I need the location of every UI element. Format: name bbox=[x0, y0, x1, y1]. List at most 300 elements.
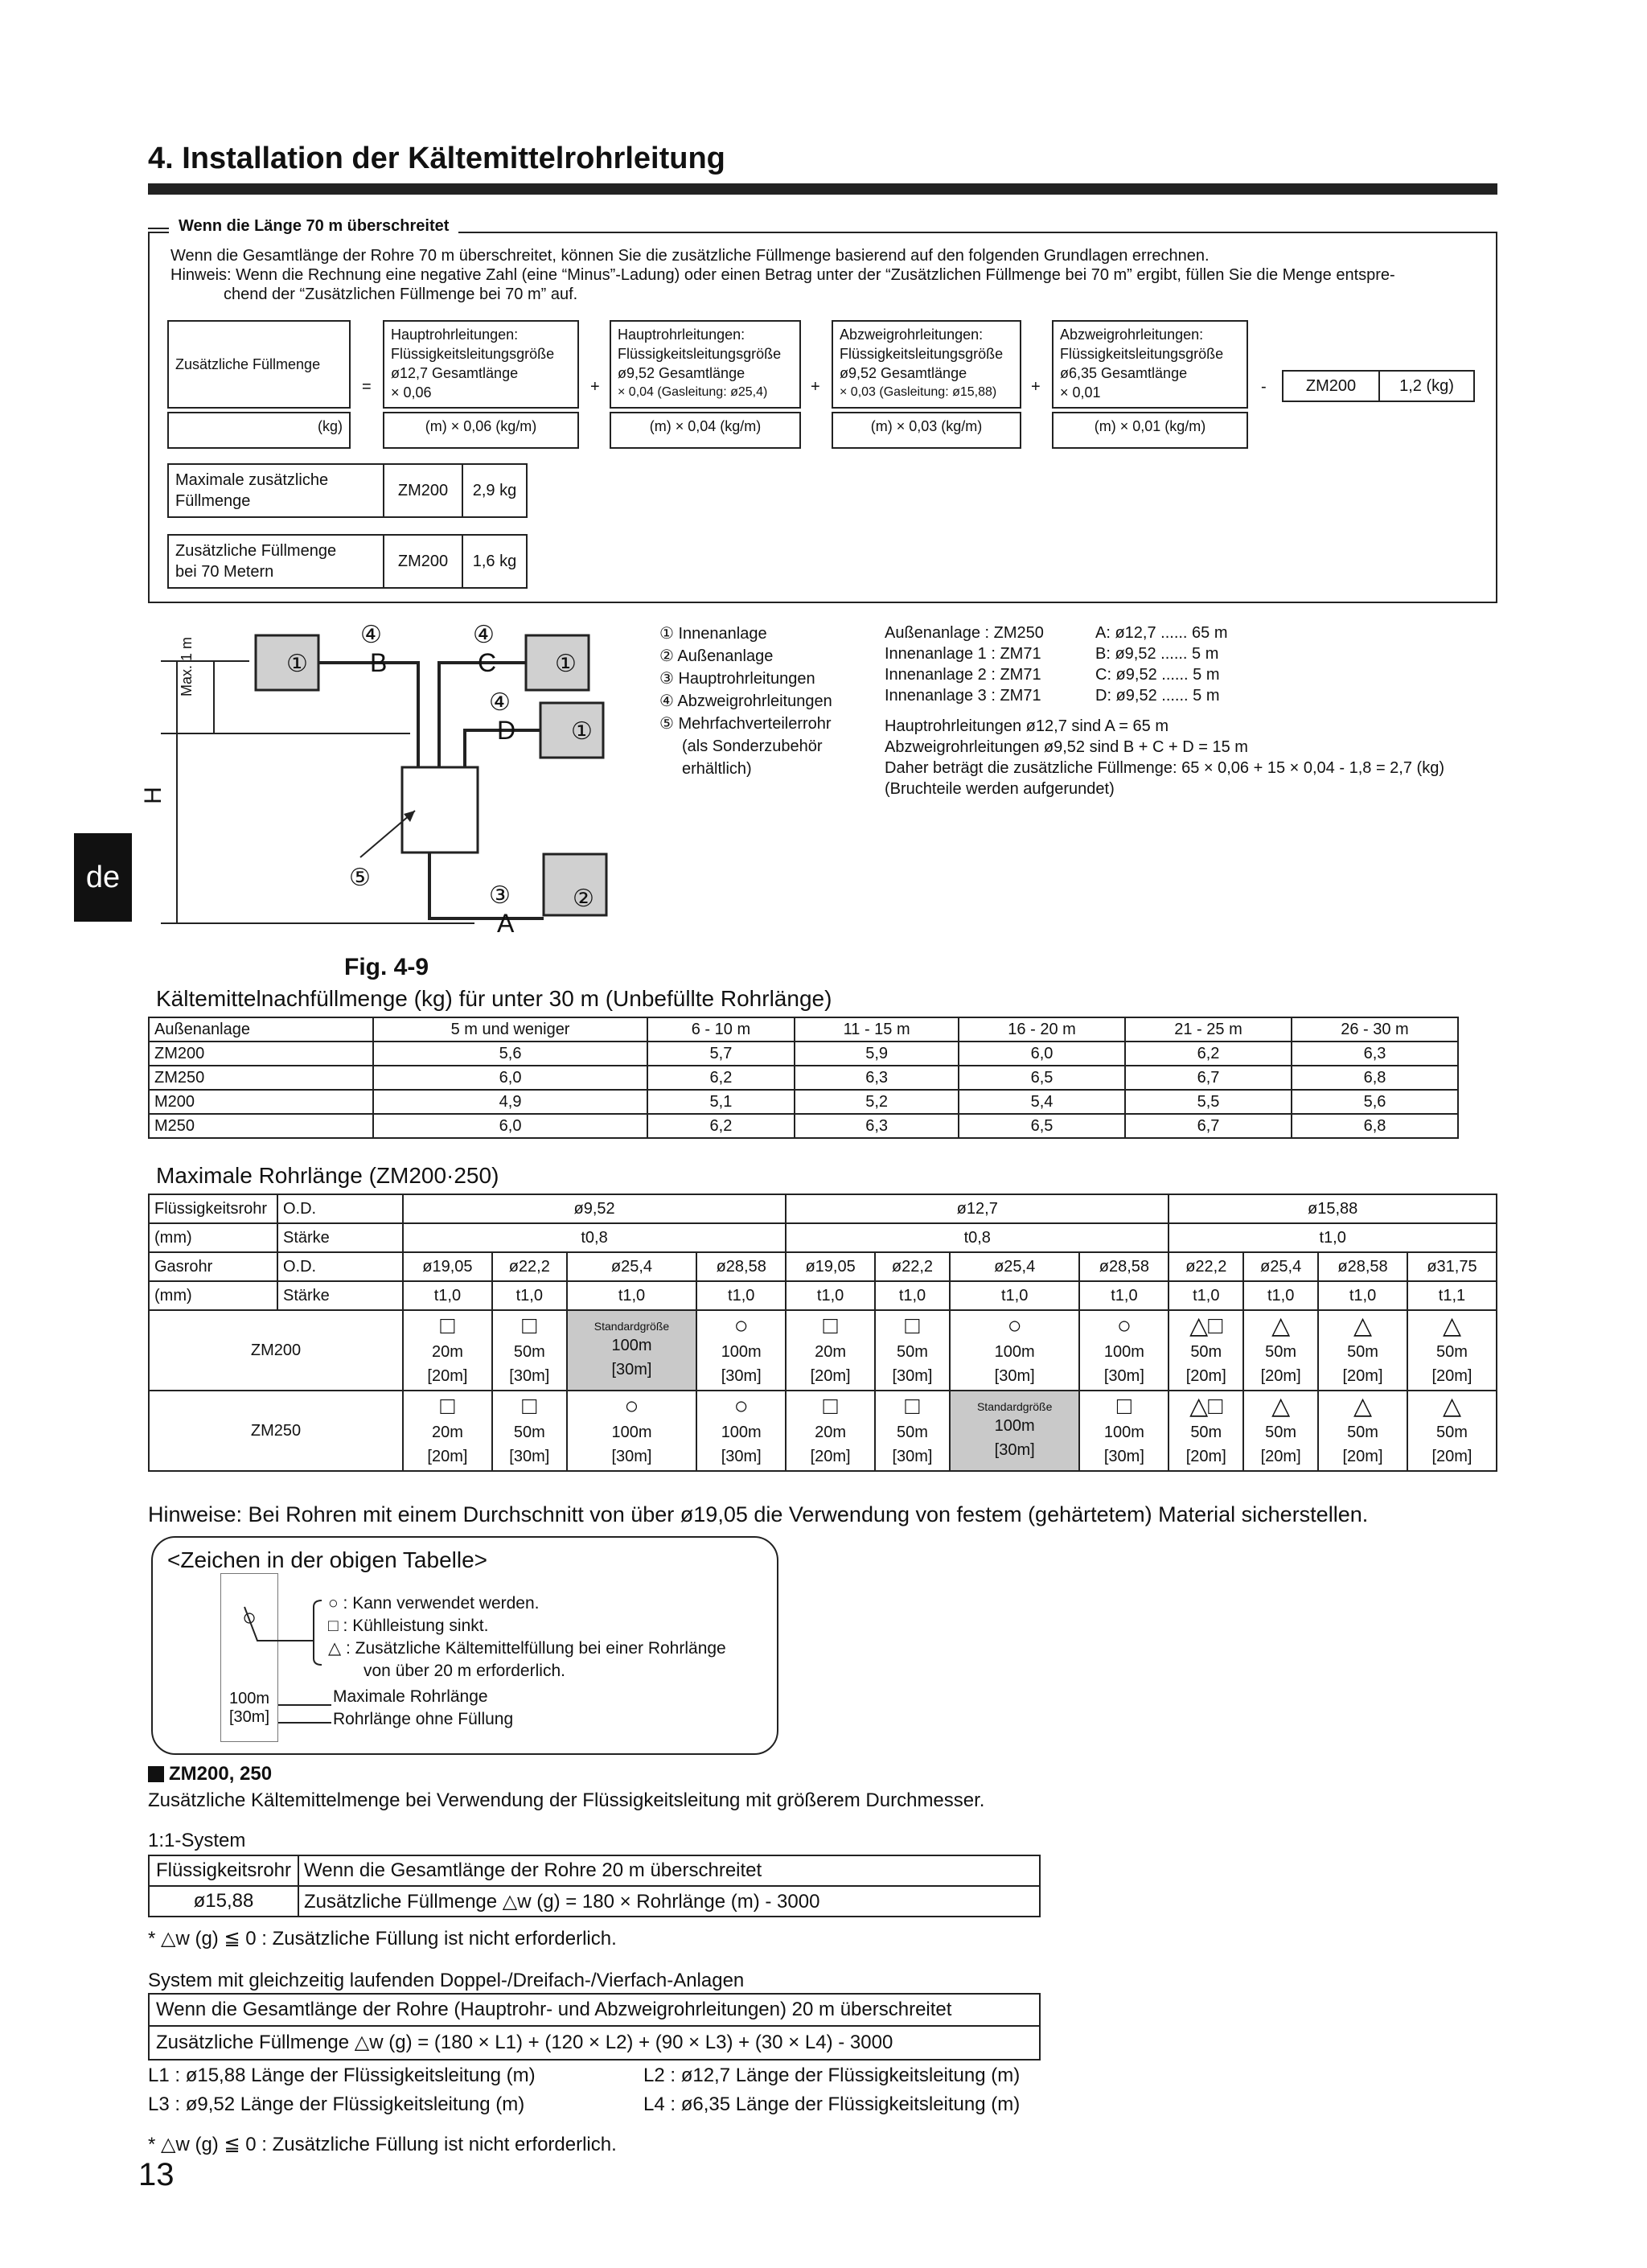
refill-cell: 5,1 bbox=[647, 1090, 795, 1114]
max-length: 50m bbox=[1347, 1343, 1378, 1361]
refill-cell: Außenanlage bbox=[149, 1017, 373, 1042]
thickness-label: Stärke bbox=[277, 1223, 403, 1252]
note-1: * △w (g) ≦ 0 : Zusätzliche Füllung ist nicht erforderlich. bbox=[148, 1928, 617, 1950]
max-length: 20m bbox=[431, 1424, 463, 1441]
standard-label: Standardgröße bbox=[976, 1400, 1053, 1413]
max-length: 100m bbox=[994, 1343, 1035, 1361]
gas-od: ø25,4 bbox=[950, 1252, 1080, 1281]
term-1-line-1: Hauptrohrleitungen: bbox=[391, 327, 519, 343]
sample-fill: [30m] bbox=[228, 1708, 270, 1726]
marker-main: ③ bbox=[489, 882, 511, 909]
max-length: 50m bbox=[897, 1343, 928, 1361]
marker-outdoor: ② bbox=[573, 885, 594, 912]
suitability-icon: □ bbox=[823, 1313, 838, 1339]
example-calc: Daher beträgt die zusätzliche Füllmenge: 65 × 0,06 + 15 × 0,04 - 1,8 = 2,7 (kg) bbox=[885, 759, 1444, 777]
suitability-icon: ○ bbox=[733, 1393, 749, 1420]
no-fill-length: [30m] bbox=[611, 1361, 652, 1378]
liquid-label: Flüssigkeitsrohr bbox=[149, 1194, 277, 1223]
example-unit: Außenanlage : ZM250 bbox=[885, 624, 1044, 642]
subtract-table bbox=[1282, 370, 1475, 402]
term-4-line-3: ø6,35 Gesamtlänge bbox=[1060, 365, 1188, 381]
standard-size-cell bbox=[567, 1310, 697, 1391]
max-length: 20m bbox=[815, 1424, 847, 1441]
length-cell bbox=[1079, 1310, 1169, 1391]
max-fill-label-2: Füllmenge bbox=[175, 492, 251, 510]
marker-header: ⑤ bbox=[349, 865, 371, 891]
l3-def: L3 : ø9,52 Länge der Flüssigkeitsleitung (m) bbox=[148, 2093, 525, 2115]
formula-plus-3: + bbox=[1031, 378, 1041, 396]
refill-table bbox=[148, 1017, 1459, 1139]
refill-cell: 4,9 bbox=[373, 1090, 647, 1114]
refill-cell: ZM200 bbox=[149, 1042, 373, 1066]
liquid-thickness: t0,8 bbox=[786, 1223, 1169, 1252]
length-cell bbox=[1407, 1391, 1497, 1471]
gas-od: ø22,2 bbox=[875, 1252, 950, 1281]
suitability-icon: □ bbox=[440, 1313, 455, 1339]
formula-term-4 bbox=[1052, 320, 1248, 409]
marker-branch-c: ④ bbox=[473, 622, 495, 648]
term-2-line-1: Hauptrohrleitungen: bbox=[618, 327, 745, 343]
refill-cell: 5,9 bbox=[795, 1042, 959, 1066]
od-label: O.D. bbox=[277, 1252, 403, 1281]
term-4-line-1: Abzweigrohrleitungen: bbox=[1060, 327, 1204, 343]
term-4-line-4: × 0,01 bbox=[1060, 384, 1101, 401]
formula-term-3-unit: (m) × 0,03 (kg/m) bbox=[832, 412, 1021, 449]
legend-item: (als Sonderzubehör bbox=[682, 738, 823, 755]
length-cell bbox=[786, 1310, 875, 1391]
label-h: H bbox=[139, 787, 166, 804]
length-cell bbox=[1169, 1310, 1243, 1391]
section-legend: Wenn die Länge 70 m überschreitet bbox=[169, 217, 458, 236]
suitability-icon: △ bbox=[1353, 1393, 1373, 1420]
no-fill-length: [20m] bbox=[810, 1448, 851, 1465]
sys2-condition: Wenn die Gesamtlänge der Rohre (Hauptrohr- und Abzweigrohrleitungen) 20 m überschreitet bbox=[150, 1995, 1039, 2027]
suitability-icon: △ bbox=[1442, 1393, 1462, 1420]
term-2-line-3: ø9,52 Gesamtlänge bbox=[618, 365, 745, 381]
no-fill-length: [30m] bbox=[509, 1448, 550, 1465]
example-unit: Innenanlage 3 : ZM71 bbox=[885, 687, 1041, 705]
suitability-icon: ○ bbox=[1116, 1313, 1132, 1339]
length-cell bbox=[1318, 1391, 1407, 1471]
example-pipe: B: ø9,52 ...... 5 m bbox=[1095, 645, 1219, 663]
refill-cell: 11 - 15 m bbox=[795, 1017, 959, 1042]
model-name: ZM200 bbox=[149, 1310, 403, 1391]
refill-cell: 5 m und weniger bbox=[373, 1017, 647, 1042]
refill-cell: 6,3 bbox=[795, 1114, 959, 1138]
length-cell bbox=[1243, 1310, 1318, 1391]
max-length: 50m bbox=[897, 1424, 928, 1441]
no-fill-length: [20m] bbox=[1260, 1367, 1301, 1385]
fill-70m-label-1: Zusätzliche Füllmenge bbox=[175, 542, 337, 560]
gas-thickness: t1,0 bbox=[696, 1281, 786, 1310]
example-calc: (Bruchteile werden aufgerundet) bbox=[885, 780, 1115, 798]
term-1-line-3: ø12,7 Gesamtlänge bbox=[391, 365, 519, 381]
figure-caption: Fig. 4-9 bbox=[344, 954, 429, 980]
length-cell bbox=[696, 1391, 786, 1471]
max-length: 50m bbox=[1265, 1424, 1297, 1441]
max-length: 50m bbox=[1347, 1424, 1378, 1441]
refill-row bbox=[149, 1090, 1458, 1114]
example-pipe: D: ø9,52 ...... 5 m bbox=[1095, 687, 1220, 705]
gas-od: ø28,58 bbox=[1318, 1252, 1407, 1281]
suitability-icon: □ bbox=[1116, 1393, 1132, 1420]
liquid-od: ø12,7 bbox=[786, 1194, 1169, 1223]
max-fill-label bbox=[168, 464, 384, 517]
refill-cell: 6,5 bbox=[959, 1114, 1125, 1138]
marker-outdoor-1: ① bbox=[286, 651, 308, 677]
max-fill-model: ZM200 bbox=[384, 464, 462, 517]
refill-row bbox=[149, 1114, 1458, 1138]
signs-list bbox=[328, 1592, 726, 1731]
refill-cell: 6,0 bbox=[373, 1114, 647, 1138]
no-fill-length: [20m] bbox=[1185, 1367, 1226, 1385]
max-length: 100m bbox=[1103, 1343, 1144, 1361]
suitability-icon: □ bbox=[905, 1313, 920, 1339]
no-fill-length: [30m] bbox=[994, 1441, 1035, 1459]
max-length: 50m bbox=[1190, 1343, 1222, 1361]
formula-term-2 bbox=[610, 320, 801, 409]
length-cell bbox=[1407, 1310, 1497, 1391]
gas-thickness: t1,0 bbox=[1318, 1281, 1407, 1310]
square-bullet-icon bbox=[148, 1766, 164, 1782]
sys1-v2: Zusätzliche Füllmenge △w (g) = 180 × Rohrlänge (m) - 3000 bbox=[298, 1886, 1040, 1917]
gas-thickness: t1,0 bbox=[492, 1281, 567, 1310]
suitability-icon: △□ bbox=[1189, 1393, 1223, 1420]
zm-heading: ZM200, 250 bbox=[169, 1763, 273, 1785]
sign-no-fill: Rohrlänge ohne Füllung bbox=[333, 1710, 514, 1728]
thickness-label: Stärke bbox=[277, 1281, 403, 1310]
length-cell bbox=[875, 1310, 950, 1391]
refill-cell: 5,2 bbox=[795, 1090, 959, 1114]
page-title: 4. Installation der Kältemittelrohrleitung bbox=[148, 142, 725, 175]
formula-term-2-unit: (m) × 0,04 (kg/m) bbox=[610, 412, 801, 449]
sample-length: 100m bbox=[228, 1690, 270, 1707]
suitability-icon: △ bbox=[1353, 1313, 1373, 1339]
length-cell bbox=[786, 1391, 875, 1471]
formula-term-3 bbox=[832, 320, 1021, 409]
max-length: 50m bbox=[1190, 1424, 1222, 1441]
example-pipe: C: ø9,52 ...... 5 m bbox=[1095, 666, 1220, 684]
length-cell bbox=[950, 1310, 1080, 1391]
length-cell bbox=[403, 1391, 492, 1471]
sys1-title: 1:1-System bbox=[148, 1830, 246, 1851]
length-cell bbox=[492, 1310, 567, 1391]
signs-title: <Zeichen in der obigen Tabelle> bbox=[167, 1547, 488, 1572]
fill-70m-value: 1,6 kg bbox=[462, 535, 527, 588]
legend-item: ④ Abzweigrohrleitungen bbox=[659, 692, 832, 710]
gas-od: ø25,4 bbox=[1243, 1252, 1318, 1281]
page-number: 13 bbox=[138, 2157, 175, 2192]
l2-def: L2 : ø12,7 Länge der Flüssigkeitsleitung (m) bbox=[643, 2065, 1021, 2086]
refill-cell: 6,2 bbox=[647, 1066, 795, 1090]
no-fill-length: [20m] bbox=[427, 1367, 468, 1385]
no-fill-length: [30m] bbox=[892, 1448, 933, 1465]
sign-extra-charge-2: von über 20 m erforderlich. bbox=[363, 1662, 565, 1680]
pipe-row bbox=[149, 1281, 1497, 1310]
no-fill-length: [20m] bbox=[1431, 1367, 1472, 1385]
note-2: * △w (g) ≦ 0 : Zusätzliche Füllung ist nicht erforderlich. bbox=[148, 2134, 617, 2155]
gas-unit: (mm) bbox=[149, 1281, 277, 1310]
suitability-icon: ○ bbox=[733, 1313, 749, 1339]
gas-od: ø22,2 bbox=[1169, 1252, 1243, 1281]
pipe-row bbox=[149, 1391, 1497, 1471]
refill-cell: 6,8 bbox=[1292, 1114, 1458, 1138]
no-fill-length: [20m] bbox=[1260, 1448, 1301, 1465]
suitability-icon: ○ bbox=[624, 1393, 639, 1420]
length-cell bbox=[1169, 1391, 1243, 1471]
fill-70m-table bbox=[167, 534, 528, 589]
refill-cell: 5,6 bbox=[373, 1042, 647, 1066]
length-cell bbox=[1079, 1391, 1169, 1471]
formula-term-4-unit: (m) × 0,01 (kg/m) bbox=[1052, 412, 1248, 449]
liquid-unit: (mm) bbox=[149, 1223, 277, 1252]
gas-thickness: t1,0 bbox=[1243, 1281, 1318, 1310]
length-cell bbox=[492, 1391, 567, 1471]
example-calc: Abzweigrohrleitungen ø9,52 sind B + C + D = 15 m bbox=[885, 738, 1248, 756]
example-calc: Hauptrohrleitungen ø12,7 sind A = 65 m bbox=[885, 717, 1169, 735]
max-length: 20m bbox=[815, 1343, 847, 1361]
formula-term-1 bbox=[383, 320, 579, 409]
section-para-3: chend der “Zusätzlichen Füllmenge bei 70 m” auf. bbox=[224, 286, 578, 303]
sign-capacity-drop: □ : Kühlleistung sinkt. bbox=[328, 1617, 489, 1635]
legend-line bbox=[148, 228, 170, 229]
no-fill-length: [30m] bbox=[1103, 1367, 1144, 1385]
refill-row bbox=[149, 1066, 1458, 1090]
fill-70m-model: ZM200 bbox=[384, 535, 462, 588]
section-para-1: Wenn die Gesamtlänge der Rohre 70 m überschreitet, können Sie die zusätzliche Füllmenge basierend auf den folgenden Grundlagen errechnen. bbox=[170, 247, 1210, 265]
refill-cell: 6,3 bbox=[795, 1066, 959, 1090]
term-2-line-4: × 0,04 (Gasleitung: ø25,4) bbox=[618, 385, 768, 399]
title-rule bbox=[148, 183, 1497, 195]
refill-cell: M250 bbox=[149, 1114, 373, 1138]
refill-cell: 5,4 bbox=[959, 1090, 1125, 1114]
note-hardened: Hinweise: Bei Rohren mit einem Durchschnitt von über ø19,05 die Verwendung von festem (gehärtetem) Material sicherstellen. bbox=[148, 1502, 1369, 1526]
refill-cell: 6,0 bbox=[373, 1066, 647, 1090]
pipe-row bbox=[149, 1223, 1497, 1252]
sys1-h2: Wenn die Gesamtlänge der Rohre 20 m überschreitet bbox=[298, 1855, 1040, 1886]
suitability-icon: □ bbox=[440, 1393, 455, 1420]
fill-70m-label bbox=[168, 535, 384, 588]
max-length: 50m bbox=[1436, 1424, 1468, 1441]
gas-od: ø19,05 bbox=[786, 1252, 875, 1281]
gas-od: ø22,2 bbox=[492, 1252, 567, 1281]
subtract-value: 1,2 (kg) bbox=[1379, 371, 1474, 401]
no-fill-length: [20m] bbox=[1342, 1367, 1383, 1385]
refill-cell: 6,2 bbox=[1125, 1042, 1292, 1066]
term-1-line-4: × 0,06 bbox=[391, 384, 432, 401]
language-tab: de bbox=[74, 833, 132, 922]
section-para-2: Hinweis: Wenn die Rechnung eine negative Zahl (eine “Minus”-Ladung) oder einen Betrag unter der “Zusätzlichen Füllmenge bei 70 m” ergibt, füllen Sie die Menge entspre- bbox=[170, 266, 1395, 284]
subtract-model: ZM200 bbox=[1283, 371, 1379, 401]
od-label: O.D. bbox=[277, 1194, 403, 1223]
sys1-v1: ø15,88 bbox=[149, 1886, 298, 1917]
formula-plus-1: + bbox=[590, 378, 600, 396]
formula-equals: = bbox=[362, 378, 372, 396]
refill-row bbox=[149, 1042, 1458, 1066]
refill-table-title: Kältemittelnachfüllmenge (kg) für unter 30 m (Unbefüllte Rohrlänge) bbox=[156, 986, 832, 1011]
length-cell bbox=[1318, 1310, 1407, 1391]
example-block bbox=[885, 622, 1444, 799]
no-fill-length: [20m] bbox=[810, 1367, 851, 1385]
max-length: 100m bbox=[721, 1424, 762, 1441]
formula-term-1-unit: (m) × 0,06 (kg/m) bbox=[383, 412, 579, 449]
refill-cell: 6,7 bbox=[1125, 1114, 1292, 1138]
refill-cell: 6,7 bbox=[1125, 1066, 1292, 1090]
formula-plus-2: + bbox=[811, 378, 820, 396]
gas-thickness: t1,1 bbox=[1407, 1281, 1497, 1310]
liquid-thickness: t1,0 bbox=[1169, 1223, 1497, 1252]
suitability-icon: △ bbox=[1271, 1313, 1291, 1339]
liquid-od: ø15,88 bbox=[1169, 1194, 1497, 1223]
length-cell bbox=[696, 1310, 786, 1391]
marker-branch-d: ④ bbox=[489, 689, 511, 716]
pipe-row bbox=[149, 1194, 1497, 1223]
term-3-line-3: ø9,52 Gesamtlänge bbox=[840, 365, 967, 381]
suitability-icon: □ bbox=[522, 1313, 537, 1339]
example-pipe: A: ø12,7 ...... 65 m bbox=[1095, 624, 1228, 642]
refill-cell: 16 - 20 m bbox=[959, 1017, 1125, 1042]
gas-od: ø28,58 bbox=[1079, 1252, 1169, 1281]
max-length: 50m bbox=[513, 1424, 545, 1441]
legend-item: erhältlich) bbox=[682, 760, 752, 778]
term-4-line-2: Flüssigkeitsleitungsgröße bbox=[1060, 346, 1224, 362]
no-fill-length: [20m] bbox=[1342, 1448, 1383, 1465]
suitability-icon: □ bbox=[905, 1393, 920, 1420]
suitability-icon: ○ bbox=[1007, 1313, 1022, 1339]
pipe-row bbox=[149, 1252, 1497, 1281]
max-fill-value: 2,9 kg bbox=[462, 464, 527, 517]
refill-cell: 6,3 bbox=[1292, 1042, 1458, 1066]
figure-legend bbox=[659, 622, 832, 780]
gas-thickness: t1,0 bbox=[875, 1281, 950, 1310]
sample-symbol: ○ bbox=[241, 1604, 257, 1631]
suitability-icon: △ bbox=[1271, 1393, 1291, 1420]
no-fill-length: [30m] bbox=[994, 1367, 1035, 1385]
refill-cell: 6,0 bbox=[959, 1042, 1125, 1066]
pipe-table-title: Maximale Rohrlänge (ZM200·250) bbox=[156, 1163, 499, 1188]
gas-thickness: t1,0 bbox=[786, 1281, 875, 1310]
formula-lhs-unit: (kg) bbox=[167, 412, 351, 449]
legend-item: ⑤ Mehrfachverteilerrohr bbox=[659, 715, 832, 733]
example-unit: Innenanlage 2 : ZM71 bbox=[885, 666, 1041, 684]
refill-cell: 26 - 30 m bbox=[1292, 1017, 1458, 1042]
no-fill-length: [30m] bbox=[721, 1367, 762, 1385]
standard-label: Standardgröße bbox=[593, 1320, 670, 1333]
sys2-box bbox=[148, 1993, 1041, 2061]
no-fill-length: [20m] bbox=[427, 1448, 468, 1465]
refill-cell: M200 bbox=[149, 1090, 373, 1114]
legend-item: ① Innenanlage bbox=[659, 625, 767, 643]
no-fill-length: [30m] bbox=[721, 1448, 762, 1465]
max-length: 100m bbox=[1103, 1424, 1144, 1441]
refill-cell: 6,2 bbox=[647, 1114, 795, 1138]
sys2-title: System mit gleichzeitig laufenden Doppel-/Dreifach-/Vierfach-Anlagen bbox=[148, 1970, 745, 1991]
marker-indoor-2: ① bbox=[555, 651, 577, 677]
refill-cell: 21 - 25 m bbox=[1125, 1017, 1292, 1042]
label-a: A bbox=[497, 909, 515, 938]
legend-item: ③ Hauptrohrleitungen bbox=[659, 670, 815, 688]
length-cell bbox=[875, 1391, 950, 1471]
sys1-h1: Flüssigkeitsrohr bbox=[149, 1855, 298, 1886]
gas-od: ø28,58 bbox=[696, 1252, 786, 1281]
term-3-line-1: Abzweigrohrleitungen: bbox=[840, 327, 984, 343]
sys2-formula: Zusätzliche Füllmenge △w (g) = (180 × L1) + (120 × L2) + (90 × L3) + (30 × L4) - 3000 bbox=[156, 2032, 893, 2053]
refill-cell: 6,8 bbox=[1292, 1066, 1458, 1090]
sign-usable: ○ : Kann verwendet werden. bbox=[328, 1594, 540, 1613]
example-unit: Innenanlage 1 : ZM71 bbox=[885, 645, 1041, 663]
legend-item: ② Außenanlage bbox=[659, 647, 774, 665]
max-fill-label-1: Maximale zusätzliche bbox=[175, 471, 329, 489]
max-length: 100m bbox=[721, 1343, 762, 1361]
length-cell bbox=[1243, 1391, 1318, 1471]
label-d: D bbox=[497, 716, 516, 745]
sign-max-length: Maximale Rohrlänge bbox=[333, 1687, 488, 1706]
signs-connectors bbox=[233, 1589, 338, 1742]
term-3-line-4: × 0,03 (Gasleitung: ø15,88) bbox=[840, 385, 997, 399]
length-cell bbox=[403, 1310, 492, 1391]
suitability-icon: □ bbox=[522, 1393, 537, 1420]
label-max-1m: Max. 1 m bbox=[179, 636, 195, 696]
max-length: 50m bbox=[1265, 1343, 1297, 1361]
suitability-icon: △ bbox=[1442, 1313, 1462, 1339]
liquid-od: ø9,52 bbox=[403, 1194, 786, 1223]
no-fill-length: [30m] bbox=[509, 1367, 550, 1385]
refill-cell: 6 - 10 m bbox=[647, 1017, 795, 1042]
no-fill-length: [20m] bbox=[1185, 1448, 1226, 1465]
refill-cell: 6,5 bbox=[959, 1066, 1125, 1090]
max-length: 100m bbox=[994, 1417, 1035, 1435]
formula-minus: - bbox=[1261, 378, 1267, 396]
refill-cell: 5,5 bbox=[1125, 1090, 1292, 1114]
marker-branch-b: ④ bbox=[360, 622, 382, 648]
liquid-thickness: t0,8 bbox=[403, 1223, 786, 1252]
refill-cell: 5,7 bbox=[647, 1042, 795, 1066]
suitability-icon: △□ bbox=[1189, 1313, 1223, 1339]
zm-intro: Zusätzliche Kältemittelmenge bei Verwendung der Flüssigkeitsleitung mit größerem Durchmesser. bbox=[148, 1789, 985, 1811]
no-fill-length: [30m] bbox=[1103, 1448, 1144, 1465]
formula-lhs-label: Zusätzliche Füllmenge bbox=[167, 320, 351, 409]
gas-thickness: t1,0 bbox=[567, 1281, 697, 1310]
marker-indoor-3: ① bbox=[571, 718, 593, 745]
max-length: 100m bbox=[611, 1337, 652, 1354]
term-3-line-2: Flüssigkeitsleitungsgröße bbox=[840, 346, 1004, 362]
label-c: C bbox=[478, 648, 497, 677]
term-2-line-2: Flüssigkeitsleitungsgröße bbox=[618, 346, 782, 362]
refill-header-row bbox=[149, 1017, 1458, 1042]
max-length: 100m bbox=[611, 1424, 652, 1441]
max-length: 50m bbox=[513, 1343, 545, 1361]
gas-od: ø19,05 bbox=[403, 1252, 492, 1281]
refill-cell: ZM250 bbox=[149, 1066, 373, 1090]
l1-def: L1 : ø15,88 Länge der Flüssigkeitsleitung (m) bbox=[148, 2065, 536, 2086]
max-length: 20m bbox=[431, 1343, 463, 1361]
gas-thickness: t1,0 bbox=[1169, 1281, 1243, 1310]
gas-thickness: t1,0 bbox=[403, 1281, 492, 1310]
pipe-table bbox=[148, 1194, 1497, 1472]
length-cell bbox=[567, 1391, 697, 1471]
gas-od: ø31,75 bbox=[1407, 1252, 1497, 1281]
gas-od: ø25,4 bbox=[567, 1252, 697, 1281]
sign-extra-charge: △ : Zusätzliche Kältemittelfüllung bei einer Rohrlänge bbox=[328, 1639, 726, 1658]
fill-70m-label-2: bei 70 Metern bbox=[175, 563, 274, 581]
no-fill-length: [30m] bbox=[892, 1367, 933, 1385]
suitability-icon: □ bbox=[823, 1393, 838, 1420]
sys1-table bbox=[148, 1855, 1041, 1917]
term-1-line-2: Flüssigkeitsleitungsgröße bbox=[391, 346, 555, 362]
standard-size-cell bbox=[950, 1391, 1080, 1471]
gas-label: Gasrohr bbox=[149, 1252, 277, 1281]
max-fill-table bbox=[167, 463, 528, 518]
